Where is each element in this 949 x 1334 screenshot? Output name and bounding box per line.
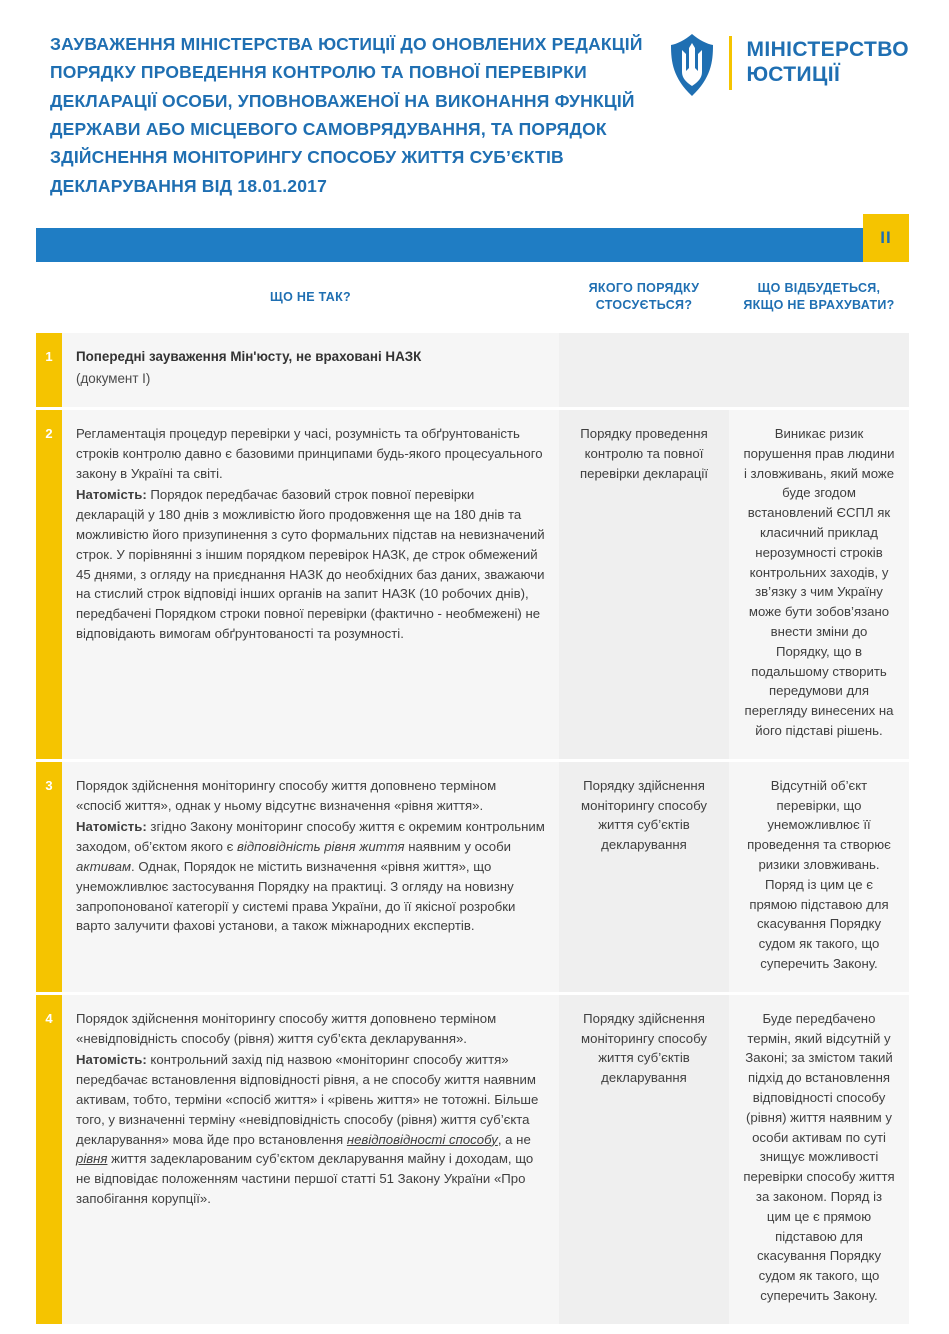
row-number: 1 <box>36 331 62 408</box>
column-header-number <box>36 262 62 331</box>
paragraph-emphasis-1: невідповідності способу <box>346 1131 498 1147</box>
row-number: 4 <box>36 993 62 1323</box>
row-issue <box>62 331 559 408</box>
row-consequence: Виникає ризик порушення прав людини і зловживань, який може буде згодом встановлений ЄСПЛ як класичний приклад нерозумності строків контрольних заходів, у зв’язку з чим Україну може бути зобов’язано внести зміни до Порядку, що в подальшому створить передумови для перегляду винесених на його підставі рішень. <box>729 409 909 761</box>
row-consequence: Буде передбачено термін, який відсутній у Законі; за змістом такий підхід до встановлення відповідності способу (рівня) життя наявним у особи активам по суті знищує можливості перевірки способу життя за законом. Поряд із цим це є прямою підставою для скасування Порядку судом як такого, що суперечить Закону. <box>729 993 909 1323</box>
row-consequence: Відсутній об’єкт перевірки, що унеможливлює її проведення та створює ризики зловживань. Поряд із цим це є прямою підставою для скасування Порядку судом як такого, що суперечить Закону. <box>729 760 909 993</box>
row-scope: Порядку здійснення моніторингу способу життя суб’єктів декларування <box>559 760 729 993</box>
logo-divider <box>729 36 732 90</box>
row-issue-paragraph-1: Порядок здійснення моніторингу способу життя доповнено терміном «невідповідність способу (рівня) життя суб’єкта декларування». <box>76 1010 497 1046</box>
row-issue-paragraph-2 <box>76 1050 545 1208</box>
paragraph-text-c: життя задекларованим суб’єктом декларування майну і доходам, що не відповідає положенням частини першої статті 51 Закону України «Про запобігання корупції». <box>76 1151 534 1206</box>
paragraph-emphasis-2: рівня <box>76 1151 108 1167</box>
row-issue <box>62 760 559 993</box>
logo-line-2: ЮСТИЦІЇ <box>746 62 841 86</box>
paragraph-text-a: згідно Закону моніторинг способу життя є окремим контрольним заходом, об’єктом якого є <box>76 819 545 855</box>
paragraph-emphasis-1: відповідність рівня життя <box>237 839 405 855</box>
column-header-scope: ЯКОГО ПОРЯДКУ СТОСУЄТЬСЯ? <box>588 281 700 312</box>
row-scope: Порядку здійснення моніторингу способу життя суб’єктів декларування <box>559 993 729 1323</box>
row-issue-paragraph-2 <box>76 485 545 643</box>
paragraph-lead: Натомість: <box>76 1052 147 1068</box>
remarks-table <box>36 262 909 1324</box>
band-bar <box>36 228 909 262</box>
section-band <box>0 228 949 262</box>
section-badge: II <box>863 214 909 262</box>
column-header-issue: ЩО НЕ ТАК? <box>270 289 351 304</box>
paragraph-text-b: , а не <box>497 1131 531 1147</box>
row-number: 2 <box>36 409 62 761</box>
paragraph-lead: Натомість: <box>76 819 147 835</box>
table-row <box>36 760 909 993</box>
trident-emblem-icon <box>669 34 715 96</box>
paragraph-text-b: наявним у особи <box>404 839 511 855</box>
row-issue <box>62 409 559 761</box>
table-row <box>36 331 909 408</box>
row-issue-title: Попередні зауваження Мін'юсту, не враховані НАЗК <box>76 348 422 364</box>
paragraph-text-c: . Однак, Порядок не містить визначення «рівня життя», що унеможливлює застосування Порядку на практиці. З огляду на новизну запропонованої категорії у системі права України, до її якісної розробки варто залучити фахові установи, а також міжнародних експертів. <box>76 858 516 934</box>
paragraph-lead: Натомість: <box>76 487 147 503</box>
logo-line-1: МІНІСТЕРСТВО <box>746 38 909 61</box>
row-number: 3 <box>36 760 62 993</box>
page-title: ЗАУВАЖЕННЯ МІНІСТЕРСТВА ЮСТИЦІЇ ДО ОНОВЛЕНИХ РЕДАКЦІЙ ПОРЯДКУ ПРОВЕДЕННЯ КОНТРОЛЮ ТА ПОВНОЇ ПЕРЕВІРКИ ДЕКЛАРАЦІЇ ОСОБИ, УПОВНОВАЖЕНОЇ НА ВИКОНАННЯ ФУНКЦІЙ ДЕРЖАВИ АБО МІСЦЕВОГО САМОВРЯДУВАННЯ, ТА ПОРЯДОК ЗДІЙСНЕННЯ МОНІТОРИНГУ СПОСОБУ ЖИТТЯ СУБ’ЄКТІВ ДЕКЛАРУВАННЯ ВІД 18.01.2017 <box>50 34 643 196</box>
table-row <box>36 993 909 1323</box>
document-header <box>0 0 949 200</box>
ministry-logo <box>669 30 909 96</box>
row-issue <box>62 993 559 1323</box>
row-issue-subtitle: (документ I) <box>76 370 151 386</box>
row-consequence <box>729 331 909 408</box>
row-issue-paragraph-2 <box>76 817 545 936</box>
paragraph-emphasis-2: активам <box>76 858 131 874</box>
row-issue-paragraph-1: Порядок здійснення моніторингу способу життя доповнено терміном «спосіб життя», однак у ньому відсутнє визначення «рівня життя». <box>76 777 497 813</box>
row-issue-paragraph-1: Регламентація процедур перевірки у часі, розумність та обґрунтованість строків контролю давно є базовими принципами будь-якого процесуального закону в Україні та світі. <box>76 426 543 481</box>
table-row <box>36 409 909 761</box>
row-scope: Порядку проведення контролю та повної перевірки декларації <box>559 409 729 761</box>
table-header-row <box>36 262 909 331</box>
column-header-consequence: ЩО ВІДБУДЕТЬСЯ, ЯКЩО НЕ ВРАХУВАТИ? <box>743 281 895 312</box>
paragraph-text: Порядок передбачає базовий строк повної перевірки декларацій у 180 днів з можливістю його продовження ще на 180 днів та можливістю його призупинення з суто формальних підстав на невизначений строк. У порівнянні з іншим порядком перевірок НАЗК, де строк обмежений 45 днями, з огляду на приєднання НАЗК до необхідних баз даних, зважаючи на стислий строк відповіді інших органів на запит НАЗК (10 робочих днів), передбачені Порядком строки повної перевірки (фактично - необмежені) не відповідають вимогам обґрунтованості та розумності. <box>76 487 545 641</box>
paragraph-text-a: контрольний захід під назвою «моніторинг способу життя» передбачає встановлення відповідності рівня, а не способу життя наявним активам, тобто, терміни «спосіб життя» і «рівень життя» не тотожні. Більше того, у визначенні терміну «невідповідність способу (рівня) життя суб’єкта декларування» мова йде про встановлення <box>76 1052 539 1147</box>
logo-wordmark <box>746 34 909 88</box>
row-scope <box>559 331 729 408</box>
